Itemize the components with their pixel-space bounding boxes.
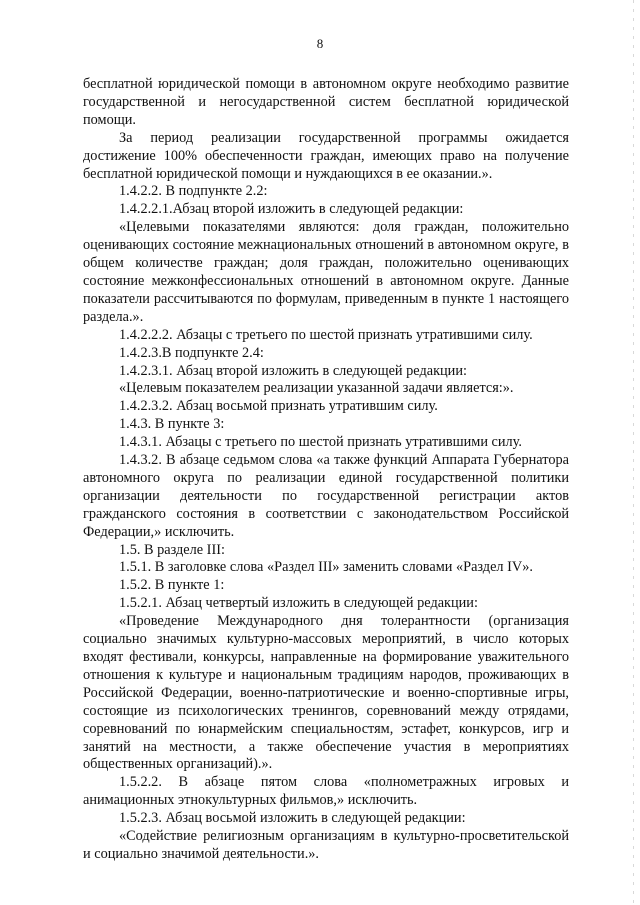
paragraph-19: 1.5.2.2. В абзаце пятом слова «полнометражных игровых и анимационных этнокультурных фильмов,» исключить. xyxy=(83,774,569,809)
paragraph-2: За период реализации государственной программы ожидается достижение 100% обеспеченности граждан, имеющих право на получение бесплатной юридической помощи и нуждающихся в ее оказании.». xyxy=(83,129,569,182)
page-number: 8 xyxy=(316,36,324,51)
paragraph-12: 1.4.3.1. Абзацы с третьего по шестой признать утратившими силу. xyxy=(119,434,522,451)
paragraph-4: 1.4.2.2.1.Абзац второй изложить в следующей редакции: xyxy=(119,201,464,218)
scan-edge-artifact xyxy=(633,0,634,905)
paragraph-15: 1.5.1. В заголовке слова «Раздел III» заменить словами «Раздел IV». xyxy=(119,559,533,576)
paragraph-10: 1.4.2.3.2. Абзац восьмой признать утратившим силу. xyxy=(119,398,438,415)
paragraph-14: 1.5. В разделе III: xyxy=(119,541,225,558)
paragraph-9: «Целевым показателем реализации указанной задачи является:». xyxy=(119,380,514,397)
document-body xyxy=(83,76,569,864)
paragraph-5: «Целевыми показателями являются: доля граждан, положительно оценивающих состояние межнациональных отношений в автономном округе, в общем количестве граждан; доля граждан, положительно оценивающих состояние межконфессиональных отношений в автономном округе. Данные показатели рассчитываются по формулам, приведенным в пункте 1 настоящего раздела.». xyxy=(83,219,569,325)
paragraph-13: 1.4.3.2. В абзаце седьмом слова «а также функций Аппарата Губернатора автономного округа по реализации единой государственной политики организации деятельности по государственной регистрации актов гражданского состояния в соответствии с законодательством Российской Федерации,» исключить. xyxy=(83,452,569,540)
paragraph-11: 1.4.3. В пункте 3: xyxy=(119,416,225,433)
paragraph-20: 1.5.2.3. Абзац восьмой изложить в следующей редакции: xyxy=(119,810,466,827)
paragraph-17: 1.5.2.1. Абзац четвертый изложить в следующей редакции: xyxy=(119,595,478,612)
paragraph-6: 1.4.2.2.2. Абзацы с третьего по шестой признать утратившими силу. xyxy=(119,326,533,343)
paragraph-18: «Проведение Международного дня толерантности (организация социально значимых культурно-массовых мероприятий, в число которых входят фестивали, конкурсы, направленные на формирование уважительного отношения к культуре и национальным традициям народов, проживающих в Российской Федерации, военно-патриотические и военно-спортивные игры, состоящие из психологических тренингов, соревнований между отрядами, соревнований по юнармейским специальностям, эстафет, конкурсов, игр и занятий на местности, а также обеспечение участия в мероприятиях общественных организаций).». xyxy=(83,613,569,773)
paragraph-21: «Содействие религиозным организациям в культурно-просветительской и социально значимой деятельности.». xyxy=(83,828,569,862)
paragraph-16: 1.5.2. В пункте 1: xyxy=(119,577,225,594)
paragraph-3: 1.4.2.2. В подпункте 2.2: xyxy=(119,183,268,200)
paragraph-7: 1.4.2.3.В подпункте 2.4: xyxy=(119,344,264,361)
paragraph-8: 1.4.2.3.1. Абзац второй изложить в следующей редакции: xyxy=(119,362,467,379)
paragraph-1: бесплатной юридической помощи в автономном округе необходимо развитие государственной и негосударственной систем бесплатной юридической помощи. xyxy=(83,76,569,128)
